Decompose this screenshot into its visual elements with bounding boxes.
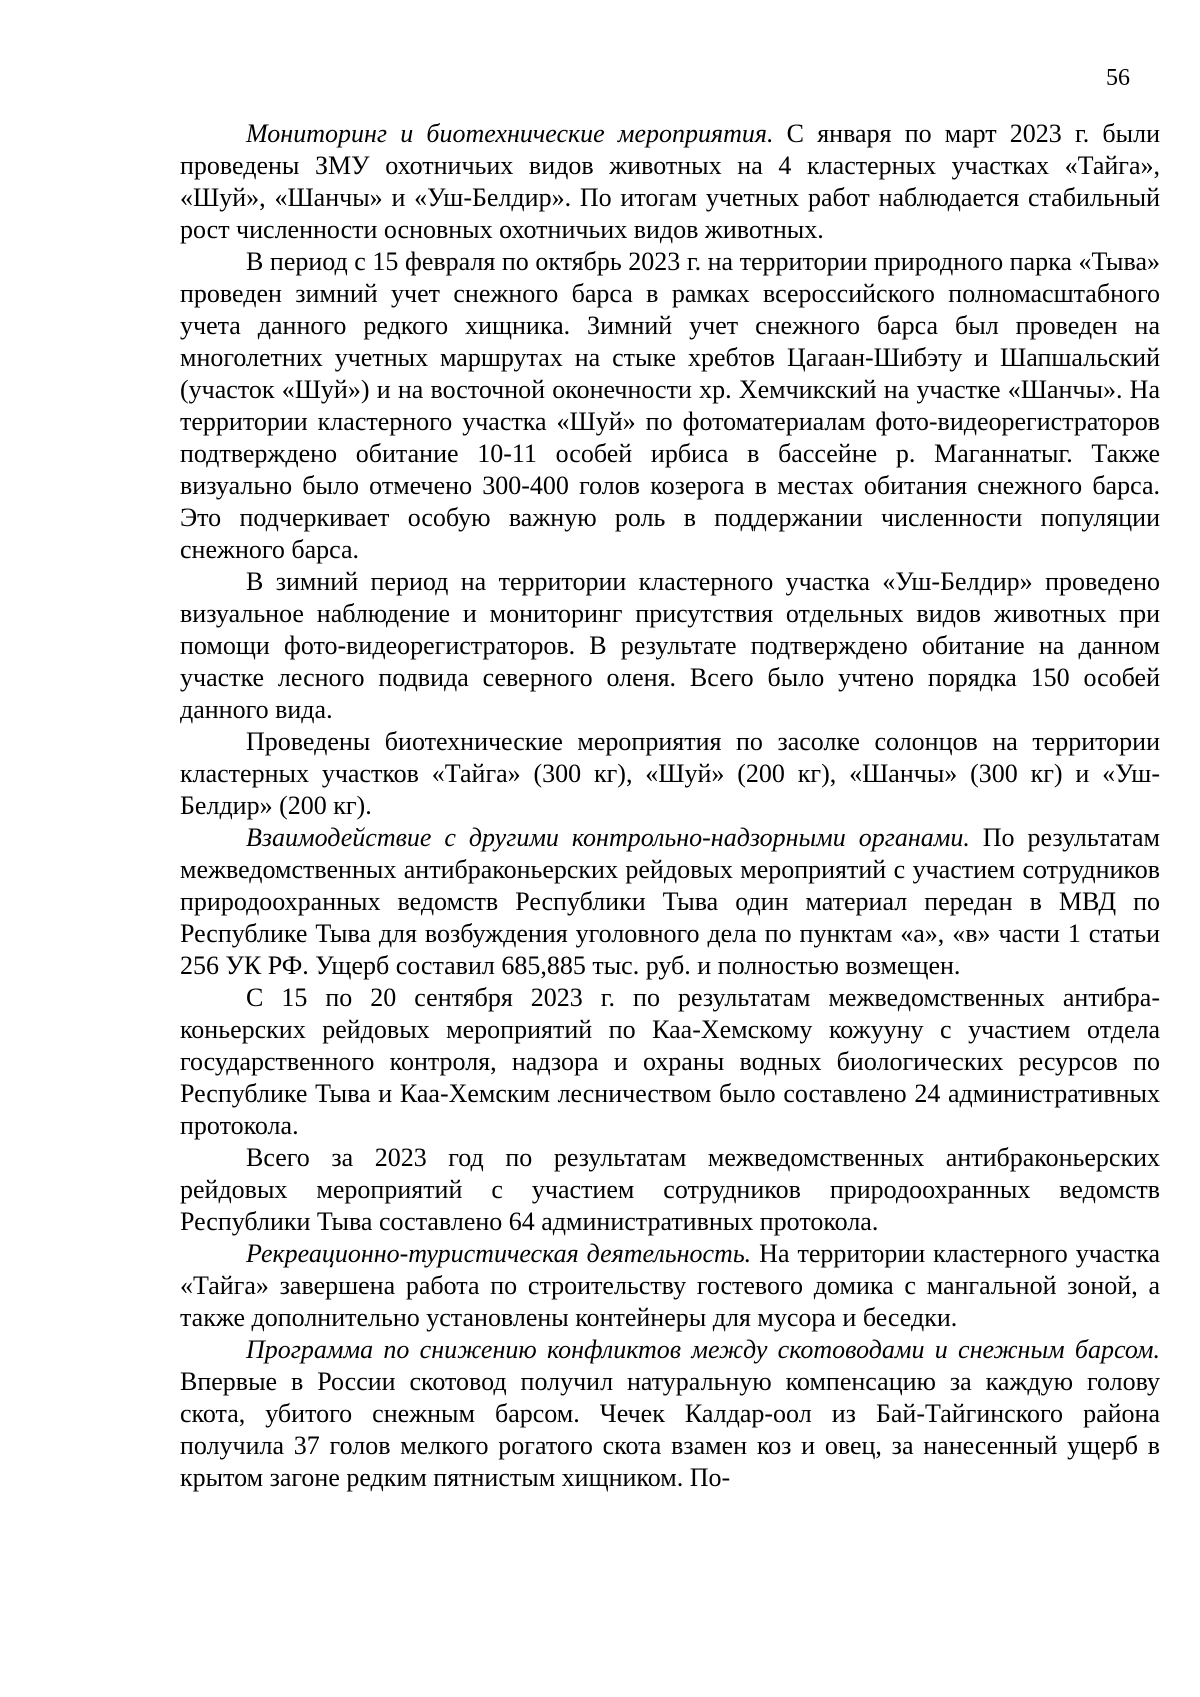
page-number: 56 — [1106, 65, 1130, 91]
paragraph-recreation — [180, 1238, 1160, 1334]
paragraph-text: В период с 15 февраля по октябрь 2023 г. на территории природного парка «Тыва» проведен зимний учет снежного барса в рамках всероссийского полномасштабного учета данного редкого хищника. Зимний учет снежного барса был проведен на многолетних учетных маршрутах на стыке хребтов Цагаан-Шибэту и Шапшальский (участок «Шуй») и на восточной оконечности хр. Хемчикский на участке «Шанчы». На территории кластерного участка «Шуй» по фотоматериалам фото-видеорегистраторов подтверждено обитание 10-11 особей ирбиса в бассейне р. Маганнатыг. Также визуально было отмечено 300-400 голов козерога в местах обитания снежного барса. Это подчеркивает особую важную роль в поддержании численности популяции снежного барса. — [180, 247, 1160, 564]
paragraph-text: По результатам межведомственных антибраконьерских рейдовых мероприятий с участием сотрудников природоохранных ведомств Республики Тыва один материал передан в МВД по Республике Тыва для возбуждения уголовного дела по пунктам «а», «в» части 1 статьи 256 УК РФ. Ущерб составил 685,885 тыс. руб. и полностью возмещен. — [180, 823, 1160, 980]
paragraph-text: С 15 по 20 сентября 2023 г. по результатам межведомственных антибраконьерских рейдовых мероприятий по Каа-Хемскому кожууну с участием отдела государственного контроля, надзора и охраны водных биологических ресурсов по Республике Тыва и Каа-Хемским лесничеством было составлено 24 административных протокола. — [180, 983, 1160, 1140]
paragraph-text: Всего за 2023 год по результатам межведомственных антибраконьерских рейдовых мероприятий с участием сотрудников природоохранных ведомств Республики Тыва составлено 64 административных протокола. — [180, 1143, 1160, 1236]
paragraph-text: На территории кластерного участка «Тайга» завершена работа по строительству гостевого домика с мангальной зоной, а также дополнительно установлены контейнеры для мусора и беседки. — [180, 1239, 1160, 1332]
paragraph-raids-september — [180, 982, 1160, 1142]
paragraph-salt-licks — [180, 726, 1160, 822]
paragraph-snow-leopard-count — [180, 246, 1160, 566]
paragraph-text: Проведены биотехнические мероприятия по засолке солонцов на территории кластерных участков «Тайга» (300 кг), «Шуй» (200 кг), «Шанчы» (300 кг) и «Уш-Белдир» (200 кг). — [180, 727, 1160, 820]
paragraph-interaction — [180, 822, 1160, 982]
paragraph-text: Впервые в России скотовод получил натуральную компенсацию за каждую голову скота, убитого снежным барсом. Чечек Калдар-оол из Бай-Тайгинского района получила 37 голов мелкого рогатого скота взамен коз и овец, за нанесенный ущерб в крытом загоне редким пятнистым хищником. По- — [180, 1367, 1160, 1492]
document-body — [180, 118, 1160, 1494]
paragraph-winter-observation — [180, 566, 1160, 726]
paragraph-conflict-program — [180, 1334, 1160, 1494]
section-lead-conflict-program: Программа по снижению конфликтов между скотоводами и снежным барсом. — [246, 1335, 1160, 1364]
paragraph-text: В зимний период на территории кластерного участка «Уш-Белдир» проведено визуальное наблюдение и мониторинг присутствия отдельных видов животных при помощи фото-видеорегистраторов. В результате подтверждено обитание на данном участке лесного подвида северного оленя. Всего было учтено порядка 150 особей данного вида. — [180, 567, 1160, 724]
paragraph-text: С января по март 2023 г. были проведены ЗМУ охотничьих видов животных на 4 кластерных участках «Тайга», «Шуй», «Шанчы» и «Уш-Белдир». По итогам учетных работ наблюдается стабильный рост численности основных охотничьих видов животных. — [180, 119, 1160, 244]
paragraph-raids-total — [180, 1142, 1160, 1238]
section-lead-monitoring: Мониторинг и биотехнические мероприятия. — [246, 119, 774, 148]
paragraph-monitoring — [180, 118, 1160, 246]
section-lead-recreation: Рекреационно-туристическая деятельность. — [246, 1239, 752, 1268]
section-lead-interaction: Взаимодействие с другими контрольно-надзорными органами. — [246, 823, 970, 852]
